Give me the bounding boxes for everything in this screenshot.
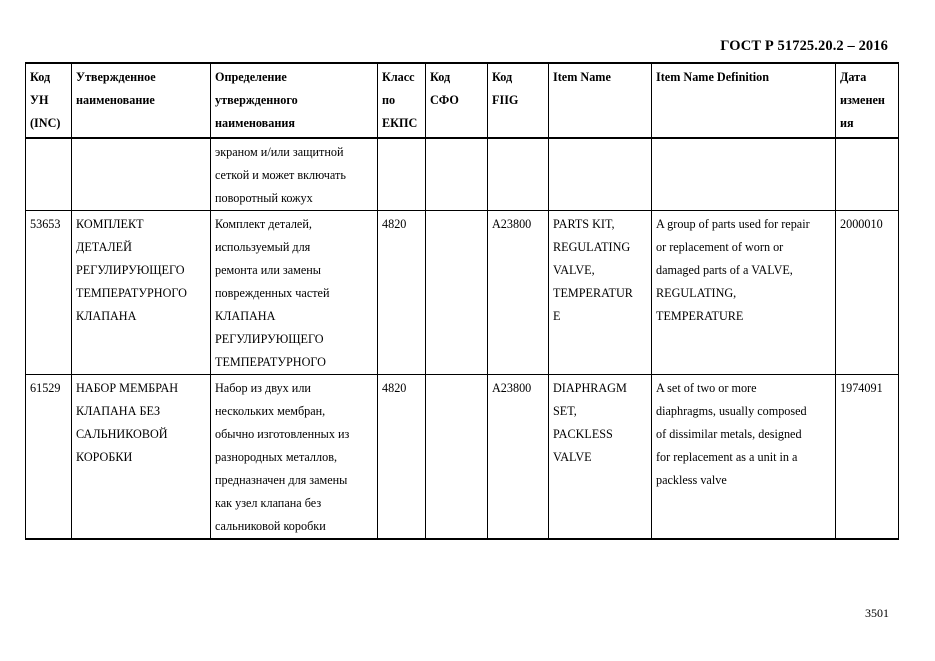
cell-line: ия bbox=[840, 116, 854, 130]
page-number: 3501 bbox=[865, 606, 889, 620]
cell-inc bbox=[26, 375, 72, 540]
cell-line: ТЕМПЕРАТУРНОГО bbox=[76, 286, 187, 300]
cell-line: разнородных металлов, bbox=[215, 450, 337, 464]
cell-fiig-code bbox=[488, 138, 549, 211]
cell-class bbox=[378, 211, 426, 375]
cell-approved-name bbox=[72, 138, 211, 211]
header-change-date bbox=[836, 63, 899, 138]
cell-line: РЕГУЛИРУЮЩЕГО bbox=[215, 332, 324, 346]
cell-class bbox=[378, 375, 426, 540]
cell-line: DIAPHRAGM bbox=[553, 381, 627, 395]
cell-line: SET, bbox=[553, 404, 577, 418]
cell-line: КОМПЛЕКТ bbox=[76, 217, 144, 231]
cell-line: САЛЬНИКОВОЙ bbox=[76, 427, 168, 441]
cell-class bbox=[378, 138, 426, 211]
header-fiig-code bbox=[488, 63, 549, 138]
cell-line: по bbox=[382, 93, 396, 107]
cell-line: 4820 bbox=[382, 381, 407, 395]
table-header-row bbox=[26, 63, 899, 138]
cell-line: FIIG bbox=[492, 93, 519, 107]
cell-item-name-definition bbox=[652, 211, 836, 375]
cell-line: ДЕТАЛЕЙ bbox=[76, 240, 132, 254]
cell-line: TEMPERATUR bbox=[553, 286, 633, 300]
cell-line: КЛАПАНА bbox=[215, 309, 276, 323]
cell-change-date bbox=[836, 138, 899, 211]
cell-sfo-code bbox=[426, 375, 488, 540]
cell-fiig-code bbox=[488, 211, 549, 375]
table-row bbox=[26, 211, 899, 375]
cell-line: (INC) bbox=[30, 116, 61, 130]
cell-line: E bbox=[553, 309, 561, 323]
cell-item-name-definition bbox=[652, 138, 836, 211]
header-definition bbox=[211, 63, 378, 138]
cell-line: diaphragms, usually composed bbox=[656, 404, 807, 418]
cell-line: 53653 bbox=[30, 217, 61, 231]
cell-line: PACKLESS bbox=[553, 427, 613, 441]
cell-line: Код bbox=[30, 70, 51, 84]
header-inc bbox=[26, 63, 72, 138]
cell-line: используемый для bbox=[215, 240, 311, 254]
cell-line: КЛАПАНА БЕЗ bbox=[76, 404, 161, 418]
cell-line: поврежденных частей bbox=[215, 286, 330, 300]
cell-line: 4820 bbox=[382, 217, 407, 231]
cell-change-date bbox=[836, 375, 899, 540]
cell-line: предназначен для замены bbox=[215, 473, 348, 487]
table-row bbox=[26, 375, 899, 540]
cell-line: packless valve bbox=[656, 473, 727, 487]
cell-line: A group of parts used for repair bbox=[656, 217, 810, 231]
cell-line: поворотный кожух bbox=[215, 191, 313, 205]
cell-line: damaged parts of a VALVE, bbox=[656, 263, 793, 277]
cell-inc bbox=[26, 138, 72, 211]
cell-item-name bbox=[549, 375, 652, 540]
cell-sfo-code bbox=[426, 211, 488, 375]
cell-line: A23800 bbox=[492, 381, 532, 395]
cell-line: сальниковой коробки bbox=[215, 519, 326, 533]
cell-sfo-code bbox=[426, 138, 488, 211]
cell-line: or replacement of worn or bbox=[656, 240, 784, 254]
header-item-name bbox=[549, 63, 652, 138]
cell-line: как узел клапана без bbox=[215, 496, 322, 510]
cell-fiig-code bbox=[488, 375, 549, 540]
cell-line: СФО bbox=[430, 93, 459, 107]
table-row bbox=[26, 138, 899, 211]
cell-line: изменен bbox=[840, 93, 885, 107]
cell-line: экраном и/или защитной bbox=[215, 145, 344, 159]
cell-line: наименование bbox=[76, 93, 155, 107]
cell-line: сеткой и может включать bbox=[215, 168, 346, 182]
cell-line: Определение bbox=[215, 70, 287, 84]
cell-line: РЕГУЛИРУЮЩЕГО bbox=[76, 263, 185, 277]
cell-line: Утвержденное bbox=[76, 70, 156, 84]
document-header: ГОСТ Р 51725.20.2 – 2016 bbox=[720, 38, 888, 54]
cell-line: ЕКПС bbox=[382, 116, 418, 130]
cell-definition bbox=[211, 375, 378, 540]
cell-line: утвержденного bbox=[215, 93, 298, 107]
header-approved-name bbox=[72, 63, 211, 138]
cell-line: Набор из двух или bbox=[215, 381, 311, 395]
cell-line: 61529 bbox=[30, 381, 61, 395]
cell-approved-name bbox=[72, 211, 211, 375]
cell-line: VALVE bbox=[553, 450, 592, 464]
cell-item-name bbox=[549, 138, 652, 211]
cell-line: Комплект деталей, bbox=[215, 217, 312, 231]
cell-line: 1974091 bbox=[840, 381, 883, 395]
cell-line: Item Name bbox=[553, 70, 611, 84]
cell-line: Класс bbox=[382, 70, 415, 84]
cell-line: REGULATING bbox=[553, 240, 631, 254]
cell-line: Код bbox=[492, 70, 513, 84]
cell-line: for replacement as a unit in a bbox=[656, 450, 798, 464]
cell-line: 2000010 bbox=[840, 217, 883, 231]
header-sfo-code bbox=[426, 63, 488, 138]
cell-line: УН bbox=[30, 93, 49, 107]
cell-line: нескольких мембран, bbox=[215, 404, 326, 418]
cell-inc bbox=[26, 211, 72, 375]
cell-line: наименования bbox=[215, 116, 295, 130]
cell-approved-name bbox=[72, 375, 211, 540]
cell-line: Item Name Definition bbox=[656, 70, 770, 84]
cell-line: PARTS KIT, bbox=[553, 217, 615, 231]
header-item-name-definition bbox=[652, 63, 836, 138]
cell-line: ТЕМПЕРАТУРНОГО bbox=[215, 355, 326, 369]
cell-line: of dissimilar metals, designed bbox=[656, 427, 802, 441]
cell-line: A23800 bbox=[492, 217, 532, 231]
catalog-table bbox=[25, 62, 899, 540]
cell-line: КОРОБКИ bbox=[76, 450, 133, 464]
cell-line: A set of two or more bbox=[656, 381, 757, 395]
cell-item-name bbox=[549, 211, 652, 375]
header-class bbox=[378, 63, 426, 138]
cell-line: НАБОР МЕМБРАН bbox=[76, 381, 179, 395]
cell-line: REGULATING, bbox=[656, 286, 737, 300]
table-body bbox=[26, 138, 899, 539]
cell-item-name-definition bbox=[652, 375, 836, 540]
cell-definition bbox=[211, 138, 378, 211]
cell-line: VALVE, bbox=[553, 263, 595, 277]
cell-line: Дата bbox=[840, 70, 867, 84]
cell-definition bbox=[211, 211, 378, 375]
cell-line: ремонта или замены bbox=[215, 263, 321, 277]
cell-line: Код bbox=[430, 70, 451, 84]
cell-change-date bbox=[836, 211, 899, 375]
cell-line: TEMPERATURE bbox=[656, 309, 744, 323]
cell-line: КЛАПАНА bbox=[76, 309, 137, 323]
cell-line: обычно изготовленных из bbox=[215, 427, 350, 441]
